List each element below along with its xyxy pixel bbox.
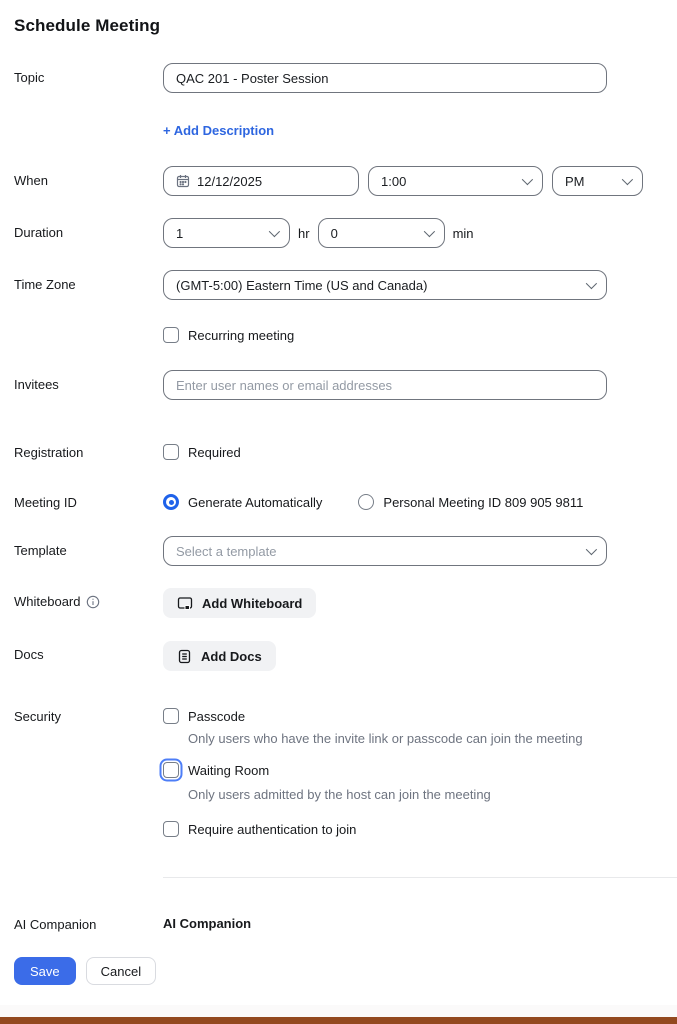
save-button[interactable]: Save — [14, 957, 76, 985]
description-row — [14, 123, 663, 138]
when-row — [14, 166, 663, 196]
chevron-down-icon — [269, 226, 280, 237]
passcode-checkbox[interactable] — [163, 708, 179, 724]
when-label: When — [14, 173, 48, 188]
whiteboard-row — [14, 588, 663, 618]
invitees-input[interactable] — [163, 370, 607, 400]
add-docs-label: Add Docs — [201, 648, 262, 664]
invitees-row — [14, 370, 663, 400]
topic-row — [14, 63, 663, 93]
docs-row — [14, 641, 663, 671]
section-divider — [163, 877, 677, 878]
security-row — [14, 708, 663, 837]
personal-meeting-id-radio[interactable] — [358, 494, 374, 510]
timezone-select[interactable] — [163, 270, 607, 300]
personal-meeting-id-label: Personal Meeting ID 809 905 9811 — [383, 494, 584, 510]
meridiem-select[interactable] — [552, 166, 643, 196]
duration-minutes-select[interactable] — [318, 218, 445, 248]
passcode-label: Passcode — [188, 708, 246, 724]
hours-unit-label: hr — [298, 225, 310, 241]
ai-companion-value: AI Companion — [163, 916, 252, 931]
whiteboard-label: Whiteboard — [14, 594, 81, 609]
generate-automatically-radio[interactable] — [163, 494, 179, 510]
ai-companion-row — [14, 916, 663, 932]
registration-row — [14, 444, 663, 460]
template-row — [14, 536, 663, 566]
add-docs-button[interactable] — [163, 641, 276, 671]
meridiem-value: PM — [565, 173, 585, 189]
cancel-button[interactable]: Cancel — [86, 957, 156, 985]
generate-automatically-label: Generate Automatically — [188, 494, 323, 510]
meeting-id-row — [14, 494, 663, 510]
chevron-down-icon — [522, 174, 533, 185]
template-select[interactable] — [163, 536, 607, 566]
registration-required-label: Required — [188, 444, 241, 460]
require-authentication-label: Require authentication to join — [188, 821, 357, 837]
minutes-unit-label: min — [452, 225, 474, 241]
docs-icon — [177, 649, 192, 664]
time-select[interactable] — [368, 166, 543, 196]
timezone-row — [14, 270, 663, 300]
registration-required-checkbox[interactable] — [163, 444, 179, 460]
add-whiteboard-label: Add Whiteboard — [202, 595, 303, 611]
meeting-id-label: Meeting ID — [14, 495, 77, 510]
waiting-room-help-text: Only users admitted by the host can join the meeting — [188, 787, 491, 802]
timezone-label: Time Zone — [14, 277, 76, 292]
bottom-accent-bar — [0, 1017, 677, 1024]
date-value: 12/12/2025 — [197, 173, 263, 189]
time-value: 1:00 — [381, 173, 407, 189]
waiting-room-label: Waiting Room — [188, 762, 270, 778]
topic-input[interactable] — [163, 63, 607, 93]
action-buttons — [14, 957, 663, 985]
require-authentication-checkbox[interactable] — [163, 821, 179, 837]
duration-label: Duration — [14, 225, 64, 240]
date-input[interactable] — [163, 166, 359, 196]
duration-hours-value: 1 — [176, 225, 184, 241]
add-description-link[interactable]: + Add Description — [163, 123, 275, 138]
docs-label: Docs — [14, 647, 44, 662]
passcode-help-text: Only users who have the invite link or passcode can join the meeting — [188, 731, 583, 746]
chevron-down-icon — [586, 278, 597, 289]
chevron-down-icon — [622, 174, 633, 185]
recurring-label: Recurring meeting — [188, 327, 295, 343]
footer-strip — [0, 1005, 677, 1017]
timezone-value: (GMT-5:00) Eastern Time (US and Canada) — [176, 277, 428, 293]
add-whiteboard-button[interactable] — [163, 588, 316, 618]
template-placeholder: Select a template — [176, 543, 277, 559]
invitees-label: Invitees — [14, 377, 59, 392]
chevron-down-icon — [586, 544, 597, 555]
waiting-room-checkbox[interactable] — [163, 762, 179, 778]
duration-minutes-value: 0 — [330, 225, 338, 241]
info-icon[interactable] — [86, 595, 100, 609]
template-label: Template — [14, 543, 67, 558]
registration-label: Registration — [14, 445, 84, 460]
calendar-icon — [176, 174, 190, 188]
recurring-row — [14, 327, 663, 343]
duration-hours-select[interactable] — [163, 218, 290, 248]
recurring-checkbox[interactable] — [163, 327, 179, 343]
whiteboard-icon — [177, 596, 193, 611]
ai-companion-label: AI Companion — [14, 917, 97, 932]
page-title: Schedule Meeting — [14, 16, 161, 35]
security-label: Security — [14, 709, 61, 724]
chevron-down-icon — [423, 226, 434, 237]
topic-label: Topic — [14, 70, 45, 85]
duration-row — [14, 218, 663, 248]
